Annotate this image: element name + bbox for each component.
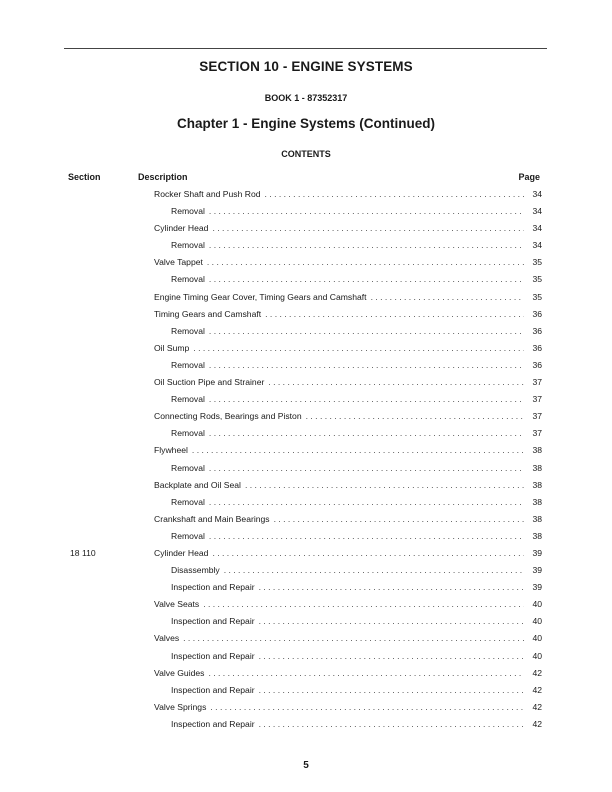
contents-heading: CONTENTS — [281, 149, 331, 159]
toc-entry[interactable] — [0, 408, 612, 425]
dot-leader — [203, 596, 524, 613]
dot-leader — [224, 562, 524, 579]
dot-leader — [265, 186, 524, 203]
toc-entry-page: 39 — [532, 582, 542, 593]
toc-entry[interactable] — [0, 237, 612, 254]
toc-entry-line — [171, 494, 542, 511]
toc-entry-page: 34 — [532, 223, 542, 234]
toc-entry-page: 39 — [532, 565, 542, 576]
toc-entry-title: Connecting Rods, Bearings and Piston — [154, 411, 302, 422]
toc-entry-page: 37 — [532, 411, 542, 422]
toc-entry-line — [171, 716, 542, 733]
toc-entry-title: Removal — [171, 428, 205, 439]
toc-entry[interactable] — [0, 391, 612, 408]
toc-entry-page: 42 — [532, 718, 542, 729]
page-number: 5 — [303, 760, 309, 771]
toc-entry-line — [171, 391, 542, 408]
dot-leader — [207, 254, 524, 271]
column-header-page: Page — [518, 172, 540, 182]
dot-leader — [265, 306, 524, 323]
top-rule — [64, 48, 547, 49]
toc-entry[interactable] — [0, 613, 612, 630]
toc-entry[interactable] — [0, 494, 612, 511]
toc-entry-title: Removal — [171, 394, 205, 405]
toc-entry-page: 38 — [532, 496, 542, 507]
toc-entry-line — [171, 323, 542, 340]
toc-entry[interactable] — [0, 357, 612, 374]
dot-leader — [209, 391, 524, 408]
toc-entry-page: 39 — [532, 547, 542, 558]
toc-entry[interactable] — [0, 203, 612, 220]
toc-entry-page: 38 — [532, 445, 542, 456]
dot-leader — [209, 357, 524, 374]
toc-entry-line — [154, 511, 542, 528]
toc-entry-title: Crankshaft and Main Bearings — [154, 513, 270, 524]
dot-leader — [209, 528, 524, 545]
toc-entry-title: Removal — [171, 206, 205, 217]
dot-leader — [209, 460, 524, 477]
toc-entry-title: Backplate and Oil Seal — [154, 479, 241, 490]
toc-entry[interactable] — [0, 374, 612, 391]
dot-leader — [209, 425, 524, 442]
toc-entry-line — [154, 545, 542, 562]
toc-entry-line — [171, 425, 542, 442]
dot-leader — [259, 613, 524, 630]
toc-entry-page: 42 — [532, 701, 542, 712]
dot-leader — [306, 408, 524, 425]
toc-entry-line — [154, 442, 542, 459]
toc-entry[interactable] — [0, 271, 612, 288]
toc-entry[interactable] — [0, 665, 612, 682]
book-number: BOOK 1 - 87352317 — [264, 93, 348, 103]
toc-entry-title: Inspection and Repair — [171, 718, 255, 729]
dot-leader — [208, 665, 524, 682]
toc-entry[interactable] — [0, 528, 612, 545]
toc-entry-title: Engine Timing Gear Cover, Timing Gears and Camshaft — [154, 291, 367, 302]
toc-entry-title: Valve Seats — [154, 599, 200, 610]
toc-entry-line — [171, 528, 542, 545]
toc-entry-title: Timing Gears and Camshaft — [154, 308, 262, 319]
toc-entry-line — [154, 596, 542, 613]
toc-entry-page: 36 — [532, 325, 542, 336]
toc-entry-line — [171, 271, 542, 288]
toc-entry-page: 38 — [532, 479, 542, 490]
toc-entry-title: Valves — [154, 633, 180, 644]
dot-leader — [209, 271, 524, 288]
toc-entry-page: 34 — [532, 240, 542, 251]
toc-entry[interactable] — [0, 306, 612, 323]
toc-entry[interactable] — [0, 220, 612, 237]
dot-leader — [212, 220, 524, 237]
toc-entry-page: 42 — [532, 684, 542, 695]
toc-entry-title: Removal — [171, 359, 205, 370]
dot-leader — [268, 374, 524, 391]
dot-leader — [259, 716, 524, 733]
toc-entry-title: Removal — [171, 530, 205, 541]
toc-entry-title: Valve Tappet — [154, 257, 203, 268]
column-header-section: Section — [68, 172, 101, 182]
toc-entry[interactable] — [0, 630, 612, 647]
toc-entry[interactable] — [0, 648, 612, 665]
toc-entry-page: 38 — [532, 462, 542, 473]
toc-entry[interactable] — [0, 186, 612, 203]
toc-entry-title: Removal — [171, 325, 205, 336]
dot-leader — [209, 237, 524, 254]
toc-entry[interactable] — [0, 289, 612, 306]
toc-entry-line — [171, 682, 542, 699]
toc-entry-title: Cylinder Head — [154, 223, 209, 234]
toc-entry-title: Oil Sump — [154, 342, 190, 353]
toc-entry[interactable] — [0, 323, 612, 340]
dot-leader — [183, 630, 524, 647]
dot-leader — [192, 442, 524, 459]
column-header-description: Description — [138, 172, 188, 182]
toc-entry[interactable] — [0, 682, 612, 699]
toc-entry-page: 40 — [532, 616, 542, 627]
toc-entry-line — [154, 220, 542, 237]
toc-entry-line — [171, 613, 542, 630]
toc-entry-title: Removal — [171, 462, 205, 473]
toc-entry-page: 38 — [532, 530, 542, 541]
toc-entry-page: 35 — [532, 291, 542, 302]
toc-entry[interactable] — [0, 442, 612, 459]
toc-entry-page: 42 — [532, 667, 542, 678]
dot-leader — [210, 699, 524, 716]
toc-entry-line — [171, 237, 542, 254]
toc-entry-line — [154, 340, 542, 357]
toc-entry[interactable] — [0, 340, 612, 357]
dot-leader — [245, 477, 524, 494]
toc-entry-page: 37 — [532, 428, 542, 439]
toc-entry[interactable] — [0, 596, 612, 613]
toc-entry-title: Flywheel — [154, 445, 188, 456]
toc-entry-page: 37 — [532, 394, 542, 405]
toc-entry-line — [154, 408, 542, 425]
dot-leader — [259, 648, 524, 665]
toc-entry[interactable] — [0, 254, 612, 271]
dot-leader — [212, 545, 524, 562]
toc-entry-line — [171, 460, 542, 477]
toc-entry[interactable] — [0, 716, 612, 733]
toc-entry-page: 36 — [532, 359, 542, 370]
toc-entry-title: Removal — [171, 274, 205, 285]
toc-entry[interactable] — [0, 477, 612, 494]
toc-entry-page: 36 — [532, 342, 542, 353]
toc-entry-page: 37 — [532, 377, 542, 388]
toc-entry[interactable] — [0, 545, 612, 562]
toc-entry-title: Removal — [171, 496, 205, 507]
toc-entry-page: 34 — [532, 189, 542, 199]
toc-entry-line — [154, 630, 542, 647]
toc-entry-line — [154, 477, 542, 494]
toc-entry-page: 40 — [532, 599, 542, 610]
toc-entry-line — [154, 699, 542, 716]
toc-entry-line — [154, 374, 542, 391]
toc-entry[interactable] — [0, 562, 612, 579]
toc-entry-line — [171, 562, 542, 579]
toc-entry-title: Inspection and Repair — [171, 684, 255, 695]
toc-section-code: 18 110 — [70, 547, 96, 558]
toc-entry-page: 35 — [532, 274, 542, 285]
toc-entry-page: 38 — [532, 513, 542, 524]
toc-entry-page: 35 — [532, 257, 542, 268]
toc-entry-page: 34 — [532, 206, 542, 217]
toc-entry-line — [171, 203, 542, 220]
toc-entry-title: Removal — [171, 240, 205, 251]
toc-entry-title: Cylinder Head — [154, 547, 209, 558]
toc-entry-title: Inspection and Repair — [171, 616, 255, 627]
dot-leader — [193, 340, 524, 357]
toc-entry-title: Disassembly — [171, 565, 220, 576]
toc-entry-title: Inspection and Repair — [171, 582, 255, 593]
dot-leader — [371, 289, 524, 306]
toc-entry-title: Valve Guides — [154, 667, 205, 678]
toc-entry-line — [171, 648, 542, 665]
toc-entry-line — [154, 665, 542, 682]
toc-entry-line — [171, 357, 542, 374]
chapter-title: Chapter 1 - Engine Systems (Continued) — [176, 116, 436, 131]
toc-entry-title: Rocker Shaft and Push Rod — [154, 189, 261, 199]
toc-entry[interactable] — [0, 579, 612, 596]
dot-leader — [274, 511, 524, 528]
toc-entry-line — [154, 306, 542, 323]
dot-leader — [209, 323, 524, 340]
toc-entry-line — [171, 579, 542, 596]
toc-entry-title: Valve Springs — [154, 701, 207, 712]
toc-entry[interactable] — [0, 511, 612, 528]
toc-entry[interactable] — [0, 460, 612, 477]
toc-entry-page: 40 — [532, 633, 542, 644]
dot-leader — [209, 494, 524, 511]
toc-entry-title: Oil Suction Pipe and Strainer — [154, 377, 265, 388]
toc-entry-line — [154, 254, 542, 271]
toc-entry-title: Inspection and Repair — [171, 650, 255, 661]
toc-entry-line — [154, 186, 542, 203]
toc-entry-page: 36 — [532, 308, 542, 319]
dot-leader — [259, 682, 524, 699]
toc-entry[interactable] — [0, 699, 612, 716]
dot-leader — [259, 579, 524, 596]
toc-entry-line — [154, 289, 542, 306]
section-title: SECTION 10 - ENGINE SYSTEMS — [199, 59, 413, 74]
toc-entry-page: 40 — [532, 650, 542, 661]
toc-entry[interactable] — [0, 425, 612, 442]
table-of-contents — [0, 186, 612, 733]
dot-leader — [209, 203, 524, 220]
